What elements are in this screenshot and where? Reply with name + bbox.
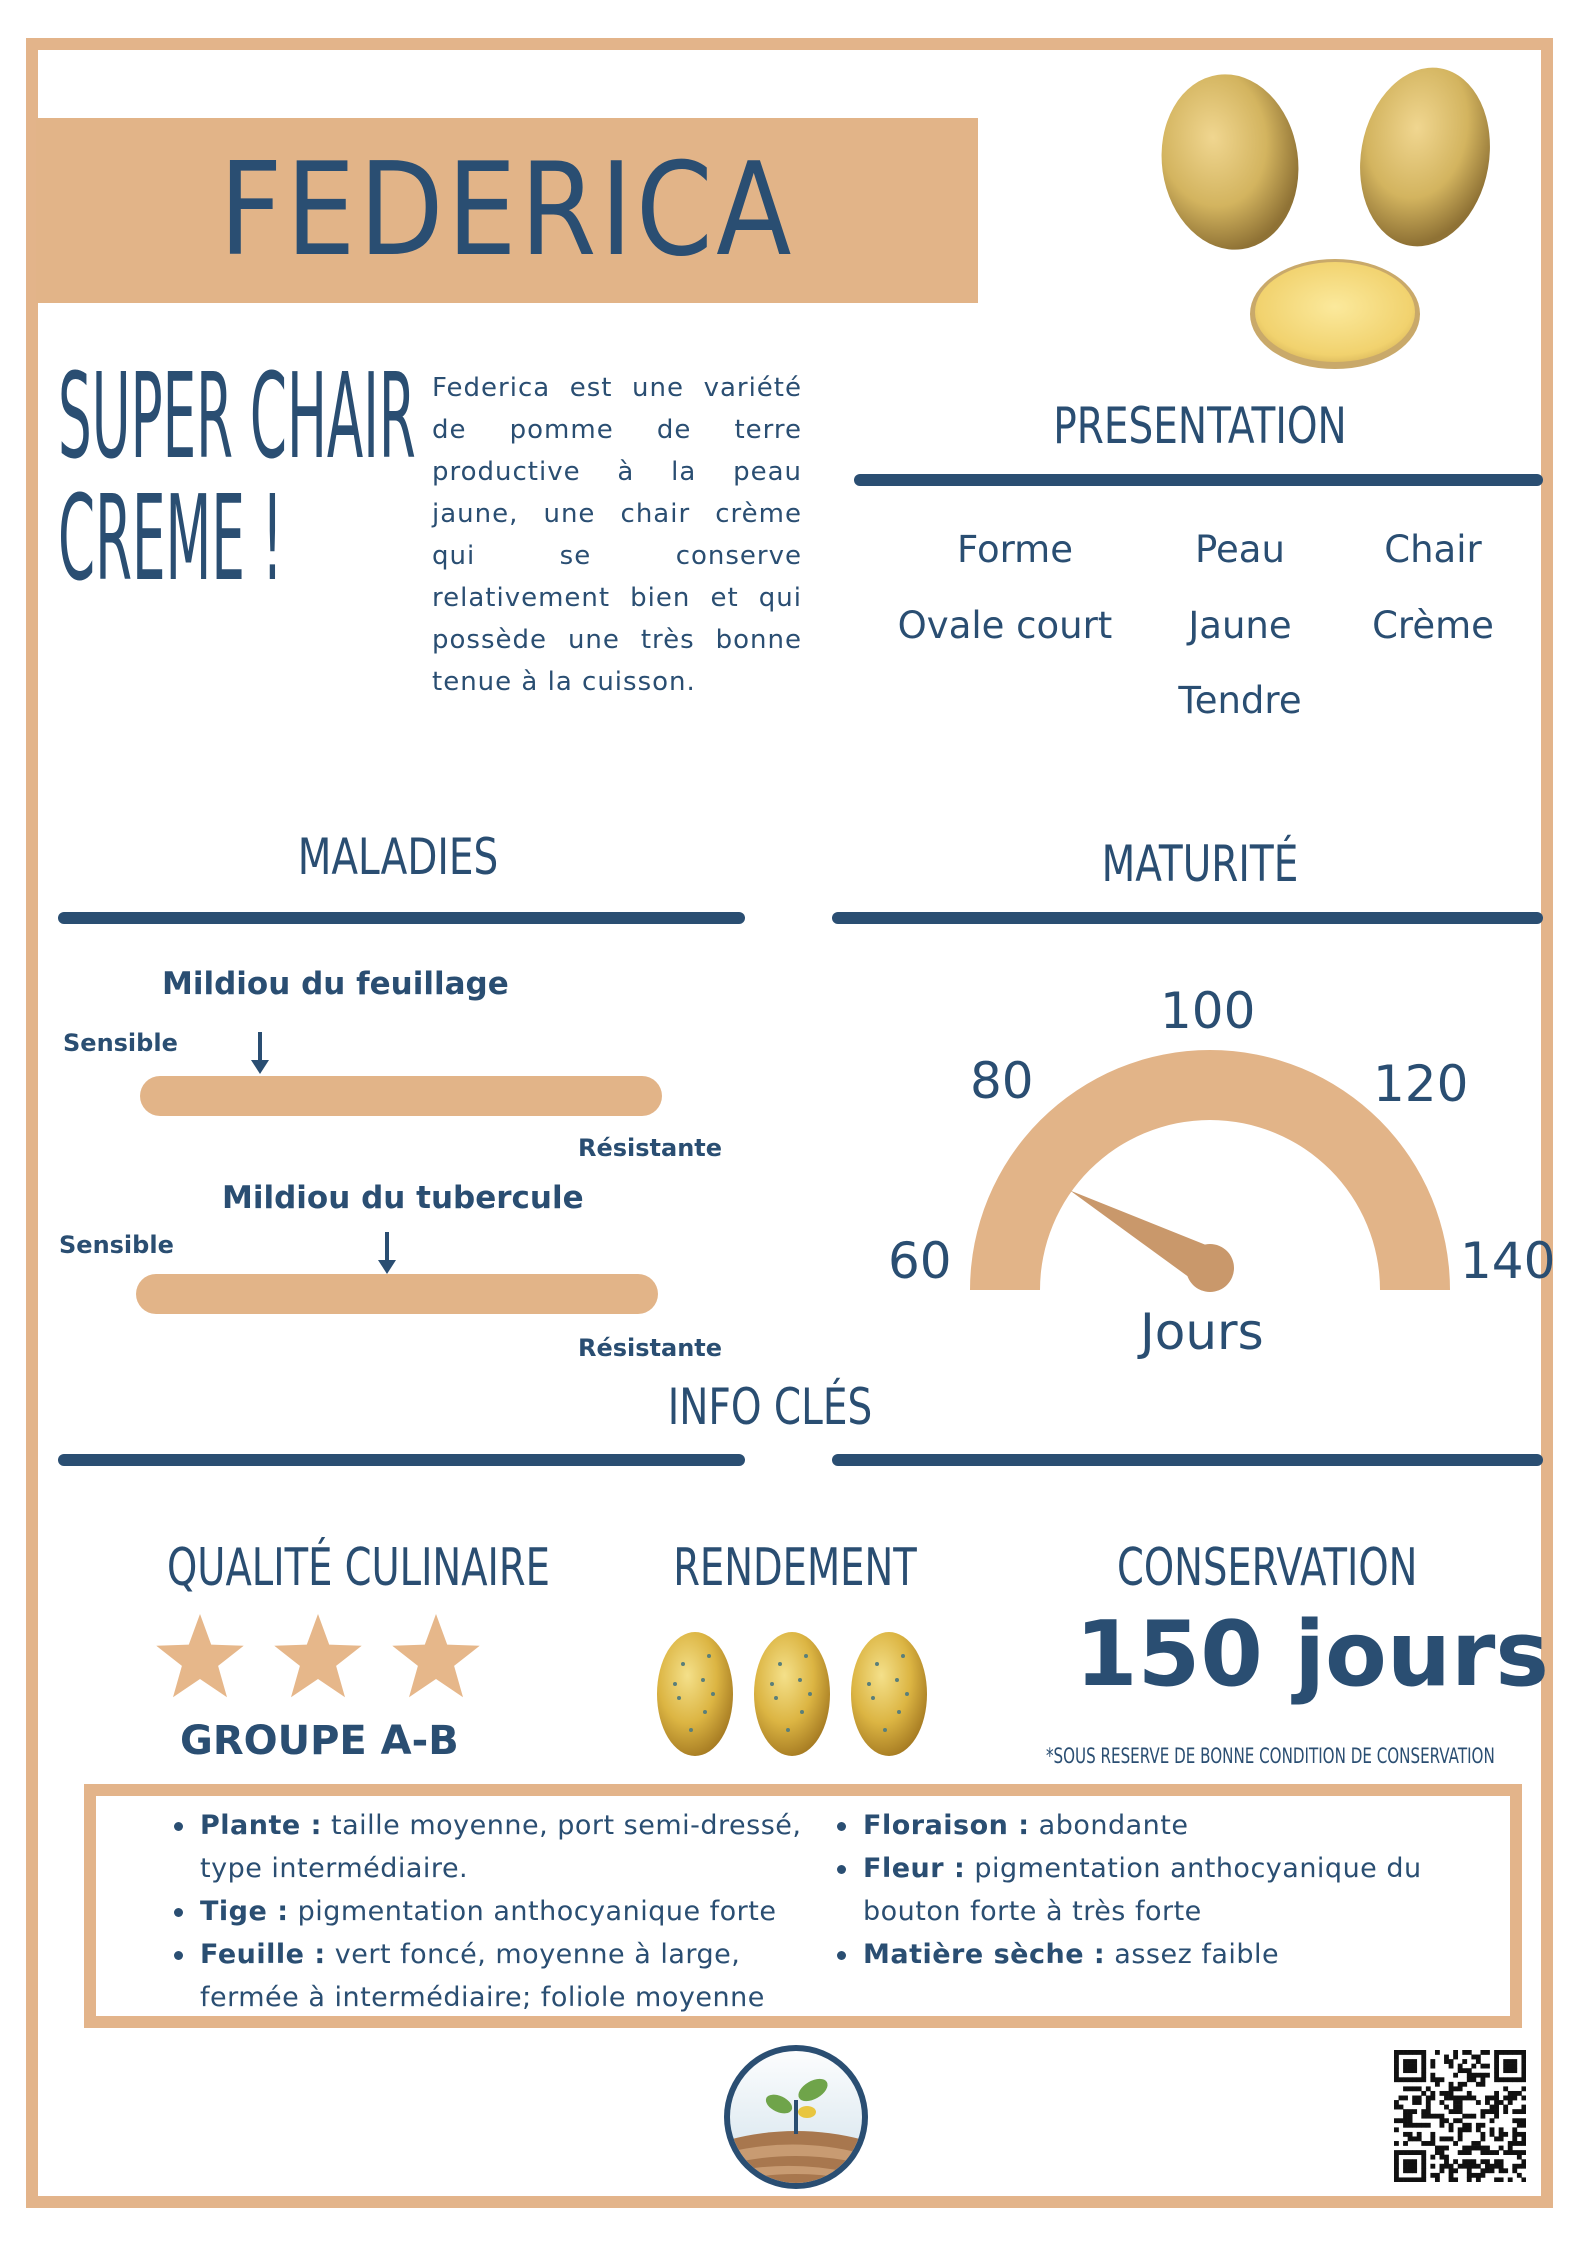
potato-icon	[657, 1632, 733, 1756]
slogan-line-1: SUPER CHAIR	[58, 347, 416, 485]
maturite-rule	[832, 912, 1543, 924]
detail-plante: Plante : taille moyenne, port semi-dressé, type intermédiaire.	[172, 1804, 802, 1890]
gauge-tick-140: 140	[1460, 1232, 1556, 1290]
qualite-title: QUALITÉ CULINAIRE	[167, 1538, 550, 1598]
info-cles-rule-left	[58, 1454, 745, 1466]
details-right-list	[835, 1804, 1465, 1976]
slogan-line-2: CREME !	[58, 469, 284, 607]
presentation-value-chair: Crème	[1372, 604, 1494, 647]
potato-icon	[851, 1632, 927, 1756]
intro-paragraph: Federica est une variété de pomme de terre productive à la peau jaune, une chair crème qui se conserve relativement bien et qui possède une très bonne tenue à la cuisson.	[432, 373, 802, 697]
presentation-header-chair: Chair	[1384, 528, 1482, 571]
quality-group: GROUPE A-B	[180, 1718, 459, 1764]
gauge-tick-80: 80	[970, 1052, 1034, 1110]
maladies-rule	[58, 912, 745, 924]
potato-icon	[754, 1632, 830, 1756]
gauge-unit: Jours	[1140, 1303, 1264, 1361]
info-cles-rule-right	[832, 1454, 1543, 1466]
presentation-title: PRESENTATION	[1053, 397, 1347, 455]
disease-low-label-tubercule: Sensible	[59, 1231, 174, 1259]
maladies-title: MALADIES	[297, 828, 499, 886]
potato-whole-1-icon	[1150, 65, 1309, 258]
detail-fleur: Fleur : pigmentation anthocyanique du bouton forte à très forte	[835, 1847, 1465, 1933]
potato-photos	[1140, 62, 1490, 392]
disease-name-feuillage: Mildiou du feuillage	[162, 966, 509, 1002]
conservation-title: CONSERVATION	[1117, 1538, 1418, 1598]
variety-title: FEDERICA	[219, 136, 795, 285]
disease-high-label-tubercule: Résistante	[578, 1334, 723, 1362]
disease-scale-bar-feuillage	[140, 1076, 662, 1116]
disease-scale-bar-tubercule	[136, 1274, 658, 1314]
details-left-list	[172, 1804, 802, 2019]
potato-whole-2-icon	[1346, 62, 1490, 257]
quality-stars	[150, 1610, 490, 1705]
conservation-note: *SOUS RESERVE DE BONNE CONDITION DE CONSERVATION	[1046, 1744, 1495, 1768]
disease-low-label-feuillage: Sensible	[63, 1029, 178, 1057]
detail-feuille: Feuille : vert foncé, moyenne à large, fermée à intermédiaire; foliole moyenne	[172, 1933, 802, 2019]
detail-matiere-seche: Matière sèche : assez faible	[835, 1933, 1465, 1976]
yield-potatoes	[650, 1628, 940, 1763]
conservation-days: 150 jours	[1075, 1602, 1549, 1707]
presentation-value-peau: Jaune	[1188, 604, 1292, 647]
presentation-value-forme: Ovale court	[897, 604, 1113, 647]
gauge-tick-60: 60	[888, 1232, 952, 1290]
rendement-title: RENDEMENT	[673, 1538, 917, 1598]
maturite-title: MATURITÉ	[1101, 835, 1299, 893]
gauge-needle	[1070, 1191, 1234, 1293]
presentation-extra: Tendre	[1178, 679, 1302, 722]
presentation-rule	[854, 474, 1543, 486]
potato-half-icon	[1250, 259, 1420, 369]
presentation-header-forme: Forme	[957, 528, 1073, 571]
gauge-tick-100: 100	[1160, 982, 1256, 1040]
disease-arrow-feuillage-icon	[247, 1030, 273, 1076]
gauge-tick-120: 120	[1373, 1055, 1469, 1113]
qr-code-icon	[1394, 2050, 1526, 2182]
disease-arrow-tubercule-icon	[374, 1230, 400, 1276]
disease-high-label-feuillage: Résistante	[578, 1134, 723, 1162]
detail-tige: Tige : pigmentation anthocyanique forte	[172, 1890, 802, 1933]
disease-name-tubercule: Mildiou du tubercule	[222, 1180, 584, 1216]
seedling-field-logo-icon	[721, 2042, 871, 2192]
presentation-header-peau: Peau	[1195, 528, 1285, 571]
info-cles-title: INFO CLÉS	[667, 1378, 873, 1436]
star-icon	[392, 1614, 479, 1697]
star-icon	[156, 1614, 243, 1697]
detail-floraison: Floraison : abondante	[835, 1804, 1465, 1847]
star-icon	[274, 1614, 361, 1697]
